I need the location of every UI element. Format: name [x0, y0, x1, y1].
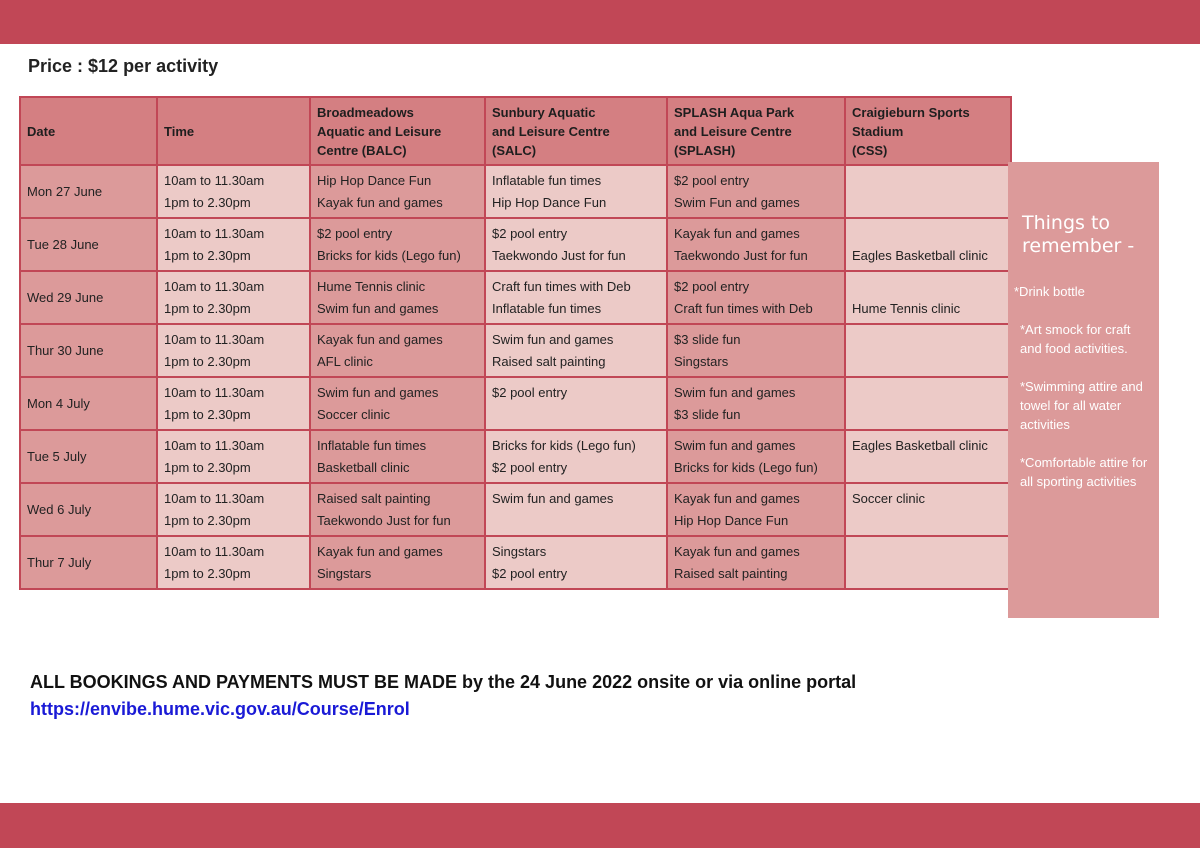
splash-cell — [667, 324, 845, 377]
activity-line: 1pm to 2.30pm — [164, 406, 251, 422]
activity-line: Bricks for kids (Lego fun) — [674, 459, 818, 475]
activity-line: Soccer clinic — [852, 490, 925, 506]
balc-cell — [310, 271, 485, 324]
activity-line — [852, 510, 1004, 532]
activity-line: Craft fun times with Deb — [674, 300, 813, 316]
activity-line: Taekwondo Just for fun — [317, 512, 451, 528]
header-line: Sunbury Aquatic — [492, 104, 596, 120]
activity-line: $2 pool entry — [674, 172, 750, 188]
balc-cell — [310, 483, 485, 536]
activity-line: Raised salt painting — [492, 353, 606, 369]
activity-line: 1pm to 2.30pm — [164, 353, 251, 369]
activity-line: Taekwondo Just for fun — [674, 247, 808, 263]
salc-cell — [485, 430, 667, 483]
header-line: and Leisure Centre — [674, 123, 792, 139]
activity-line: Bricks for kids (Lego fun) — [317, 247, 461, 263]
activity-line: $3 slide fun — [674, 406, 741, 422]
activity-line: Swim fun and games — [492, 490, 614, 506]
activity-line — [852, 276, 1004, 298]
header-line: SPLASH Aqua Park — [674, 104, 795, 120]
activity-line: 10am to 11.30am — [164, 225, 265, 241]
activity-line: Eagles Basketball clinic — [852, 437, 988, 453]
activity-line: 10am to 11.30am — [164, 384, 265, 400]
splash-cell — [667, 483, 845, 536]
activity-line: 1pm to 2.30pm — [164, 512, 251, 528]
activity-line: Singstars — [317, 565, 372, 581]
header-line: (SALC) — [492, 142, 537, 158]
table-row — [20, 324, 1011, 377]
time-cell — [157, 218, 310, 271]
splash-cell — [667, 430, 845, 483]
header-salc — [485, 97, 667, 165]
time-cell — [157, 271, 310, 324]
time-cell — [157, 483, 310, 536]
activity-line: 1pm to 2.30pm — [164, 459, 251, 475]
time-cell — [157, 536, 310, 589]
salc-cell — [485, 165, 667, 218]
date-cell: Mon 27 June — [20, 165, 157, 218]
activity-line: $2 pool entry — [492, 225, 568, 241]
header-balc — [310, 97, 485, 165]
activity-line — [852, 382, 1004, 404]
activity-line — [492, 510, 660, 532]
activity-line — [852, 541, 1004, 563]
activity-line: Singstars — [674, 353, 729, 369]
schedule-table — [19, 96, 1012, 590]
css-cell — [845, 430, 1011, 483]
splash-cell — [667, 165, 845, 218]
activity-line: Swim fun and games — [317, 384, 439, 400]
activity-line — [852, 192, 1004, 214]
css-cell — [845, 165, 1011, 218]
css-cell — [845, 271, 1011, 324]
time-cell — [157, 324, 310, 377]
activity-line: $2 pool entry — [674, 278, 750, 294]
activity-line: $2 pool entry — [492, 459, 568, 475]
header-row — [20, 97, 1011, 165]
header-date: Date — [20, 97, 157, 165]
activity-line: Hip Hop Dance Fun — [674, 512, 789, 528]
activity-line: 10am to 11.30am — [164, 278, 265, 294]
activity-line: Kayak fun and games — [317, 331, 443, 347]
remember-item: *Drink bottle — [1014, 284, 1085, 299]
table-row — [20, 271, 1011, 324]
activity-line: Inflatable fun times — [492, 300, 602, 316]
css-cell — [845, 536, 1011, 589]
enrol-link[interactable]: https://envibe.hume.vic.gov.au/Course/Enrol — [30, 699, 410, 719]
activity-line: Kayak fun and games — [674, 490, 800, 506]
activity-line: Swim fun and games — [492, 331, 614, 347]
activity-line: 1pm to 2.30pm — [164, 300, 251, 316]
balc-cell — [310, 430, 485, 483]
activity-line: 1pm to 2.30pm — [164, 565, 251, 581]
salc-cell — [485, 377, 667, 430]
activity-line: 10am to 11.30am — [164, 172, 265, 188]
activity-line: Hip Hop Dance Fun — [492, 194, 607, 210]
balc-cell — [310, 218, 485, 271]
activity-line: $3 slide fun — [674, 331, 741, 347]
date-cell: Mon 4 July — [20, 377, 157, 430]
top-banner — [0, 0, 1200, 44]
salc-cell — [485, 271, 667, 324]
activity-line: Kayak fun and games — [674, 225, 800, 241]
activity-line: Soccer clinic — [317, 406, 390, 422]
header-css — [845, 97, 1011, 165]
header-line: Stadium — [852, 123, 904, 139]
table-row — [20, 165, 1011, 218]
activity-line: Swim fun and games — [674, 437, 796, 453]
activity-line — [492, 404, 660, 426]
activity-line: Swim fun and games — [317, 300, 439, 316]
header-splash — [667, 97, 845, 165]
remember-title-line: Things to — [1022, 212, 1111, 234]
activity-line: 10am to 11.30am — [164, 331, 265, 347]
activity-line: Singstars — [492, 543, 547, 559]
balc-cell — [310, 324, 485, 377]
header-line: Craigieburn Sports — [852, 104, 970, 120]
salc-cell — [485, 218, 667, 271]
activity-line — [852, 563, 1004, 585]
activity-line: $2 pool entry — [492, 384, 568, 400]
activity-line: AFL clinic — [317, 353, 373, 369]
activity-line — [852, 404, 1004, 426]
css-cell — [845, 324, 1011, 377]
css-cell — [845, 377, 1011, 430]
activity-line: 10am to 11.30am — [164, 543, 265, 559]
booking-notice: ALL BOOKINGS AND PAYMENTS MUST BE MADE by the 24 June 2022 onsite or via online portal — [30, 672, 857, 692]
date-cell: Thur 7 July — [20, 536, 157, 589]
activity-line: Raised salt painting — [317, 490, 431, 506]
activity-line: Eagles Basketball clinic — [852, 247, 988, 263]
activity-line: 1pm to 2.30pm — [164, 247, 251, 263]
activity-line — [852, 329, 1004, 351]
activity-line: Kayak fun and games — [317, 543, 443, 559]
salc-cell — [485, 483, 667, 536]
header-line: Aquatic and Leisure — [317, 123, 442, 139]
remember-item: *Comfortable attire for all sporting activities — [1020, 455, 1148, 489]
activity-line: $2 pool entry — [317, 225, 393, 241]
activity-line: Raised salt painting — [674, 565, 788, 581]
activity-line: Hume Tennis clinic — [317, 278, 426, 294]
activity-line: Swim Fun and games — [674, 194, 800, 210]
splash-cell — [667, 271, 845, 324]
time-cell — [157, 377, 310, 430]
price-label: Price : $12 per activity — [28, 56, 219, 76]
activity-line: Hip Hop Dance Fun — [317, 172, 432, 188]
table-row — [20, 218, 1011, 271]
time-cell — [157, 430, 310, 483]
salc-cell — [485, 536, 667, 589]
splash-cell — [667, 536, 845, 589]
things-to-remember-panel — [1008, 162, 1159, 618]
activity-line: Basketball clinic — [317, 459, 410, 475]
balc-cell — [310, 377, 485, 430]
activity-line — [852, 457, 1004, 479]
table-row — [20, 377, 1011, 430]
salc-cell — [485, 324, 667, 377]
activity-line: 10am to 11.30am — [164, 490, 265, 506]
activity-line — [852, 170, 1004, 192]
header-line: (SPLASH) — [674, 142, 736, 158]
date-cell: Wed 6 July — [20, 483, 157, 536]
date-cell: Thur 30 June — [20, 324, 157, 377]
balc-cell — [310, 165, 485, 218]
header-line: and Leisure Centre — [492, 123, 610, 139]
activity-line: Swim fun and games — [674, 384, 796, 400]
date-cell: Tue 28 June — [20, 218, 157, 271]
activity-line: Bricks for kids (Lego fun) — [492, 437, 636, 453]
activity-line: 10am to 11.30am — [164, 437, 265, 453]
header-line: (CSS) — [852, 142, 888, 158]
remember-title — [1022, 212, 1134, 258]
activity-line — [852, 351, 1004, 373]
activity-line: Inflatable fun times — [317, 437, 427, 453]
date-cell: Tue 5 July — [20, 430, 157, 483]
table-row — [20, 430, 1011, 483]
remember-title-line: remember - — [1022, 235, 1135, 257]
activity-line: Taekwondo Just for fun — [492, 247, 626, 263]
date-cell: Wed 29 June — [20, 271, 157, 324]
bottom-banner — [0, 803, 1200, 848]
activity-line: Craft fun times with Deb — [492, 278, 631, 294]
activity-line: Hume Tennis clinic — [852, 300, 961, 316]
activity-line: Kayak fun and games — [317, 194, 443, 210]
activity-line: Inflatable fun times — [492, 172, 602, 188]
splash-cell — [667, 377, 845, 430]
activity-line: 1pm to 2.30pm — [164, 194, 251, 210]
activity-line: $2 pool entry — [492, 565, 568, 581]
table-row — [20, 536, 1011, 589]
time-cell — [157, 165, 310, 218]
balc-cell — [310, 536, 485, 589]
activity-line: Kayak fun and games — [674, 543, 800, 559]
remember-item: *Art smock for craft and food activities. — [1020, 322, 1131, 356]
header-line: Centre (BALC) — [317, 142, 407, 158]
header-time: Time — [157, 97, 310, 165]
header-line: Broadmeadows — [317, 104, 414, 120]
css-cell — [845, 483, 1011, 536]
activity-line — [852, 223, 1004, 245]
remember-item: *Swimming attire and towel for all water activities — [1020, 379, 1143, 432]
table-row — [20, 483, 1011, 536]
css-cell — [845, 218, 1011, 271]
splash-cell — [667, 218, 845, 271]
